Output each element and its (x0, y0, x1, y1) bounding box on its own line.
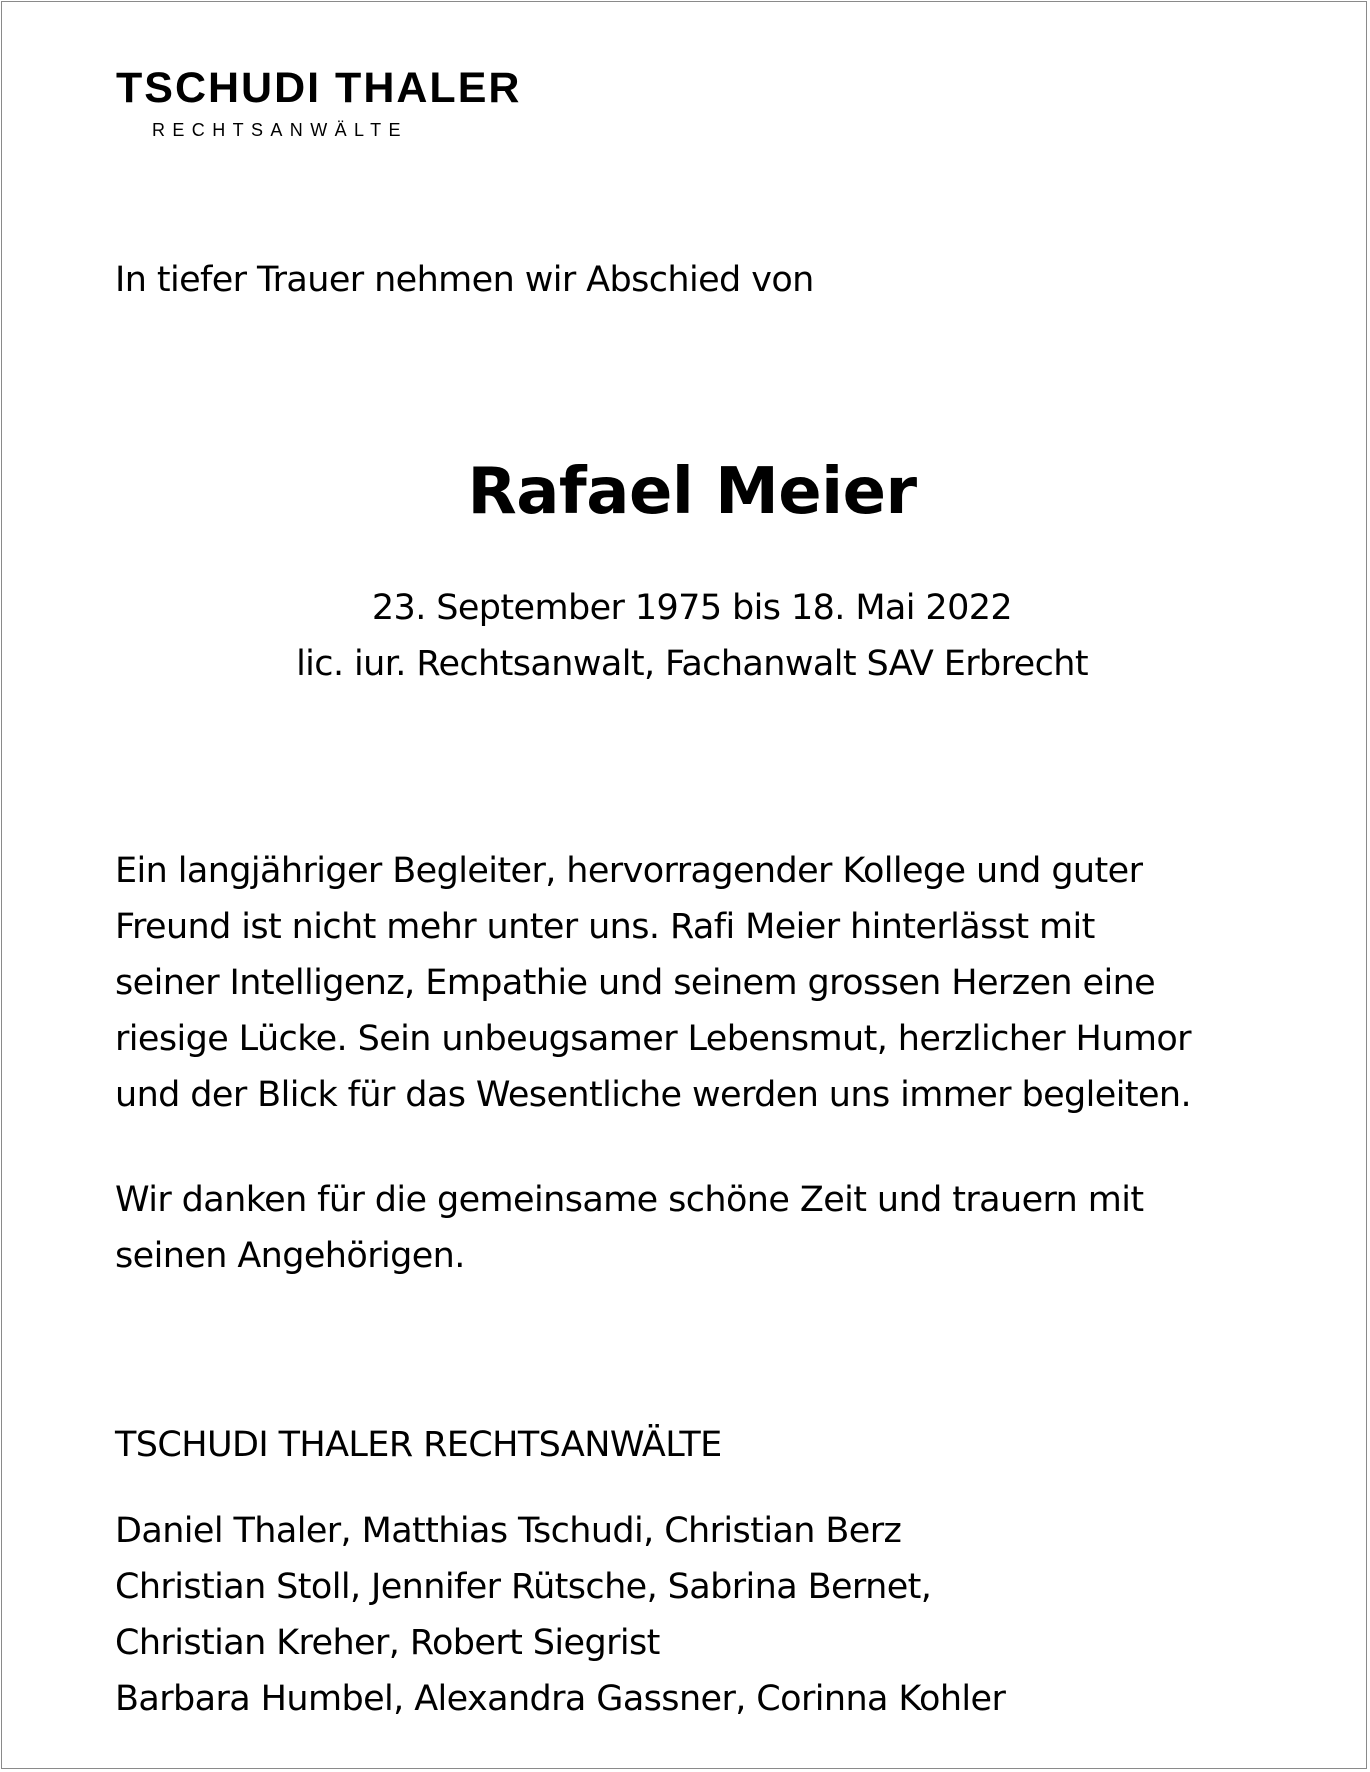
signature-names (115, 1503, 1005, 1727)
tribute-line: riesige Lücke. Sein unbeugsamer Lebensmut, herzlicher Humor (115, 1019, 1191, 1059)
tribute-line: und der Blick für das Wesentliche werden uns immer begleiten. (115, 1075, 1192, 1115)
signature-name-line: Barbara Humbel, Alexandra Gassner, Corinna Kohler (115, 1679, 1006, 1719)
thanks-paragraph (115, 1172, 1144, 1284)
signature-firm: TSCHUDI THALER RECHTSANWÄLTE (115, 1425, 722, 1465)
tribute-line: Freund ist nicht mehr unter uns. Rafi Meier hinterlässt mit (115, 907, 1095, 947)
firm-logo (116, 62, 526, 154)
logo-subtitle: RECHTSANWÄLTE (152, 120, 408, 140)
signature-name-line: Christian Kreher, Robert Siegrist (115, 1623, 660, 1663)
tribute-paragraph (115, 843, 1191, 1123)
tribute-line: Ein langjähriger Begleiter, hervorragender Kollege und guter (115, 851, 1143, 891)
intro-text: In tiefer Trauer nehmen wir Abschied von (115, 260, 814, 300)
thanks-line: seinen Angehörigen. (115, 1236, 465, 1276)
signature-name-line: Daniel Thaler, Matthias Tschudi, Christian Berz (115, 1511, 902, 1551)
deceased-name: Rafael Meier (467, 455, 917, 529)
signature-name-line: Christian Stoll, Jennifer Rütsche, Sabrina Bernet, (115, 1567, 932, 1607)
professional-title: lic. iur. Rechtsanwalt, Fachanwalt SAV Erbrecht (296, 644, 1088, 684)
life-dates: 23. September 1975 bis 18. Mai 2022 (371, 588, 1013, 628)
tribute-line: seiner Intelligenz, Empathie und seinem grossen Herzen eine (115, 963, 1156, 1003)
thanks-line: Wir danken für die gemeinsame schöne Zeit und trauern mit (115, 1180, 1144, 1220)
logo-name: TSCHUDI THALER (116, 64, 522, 112)
